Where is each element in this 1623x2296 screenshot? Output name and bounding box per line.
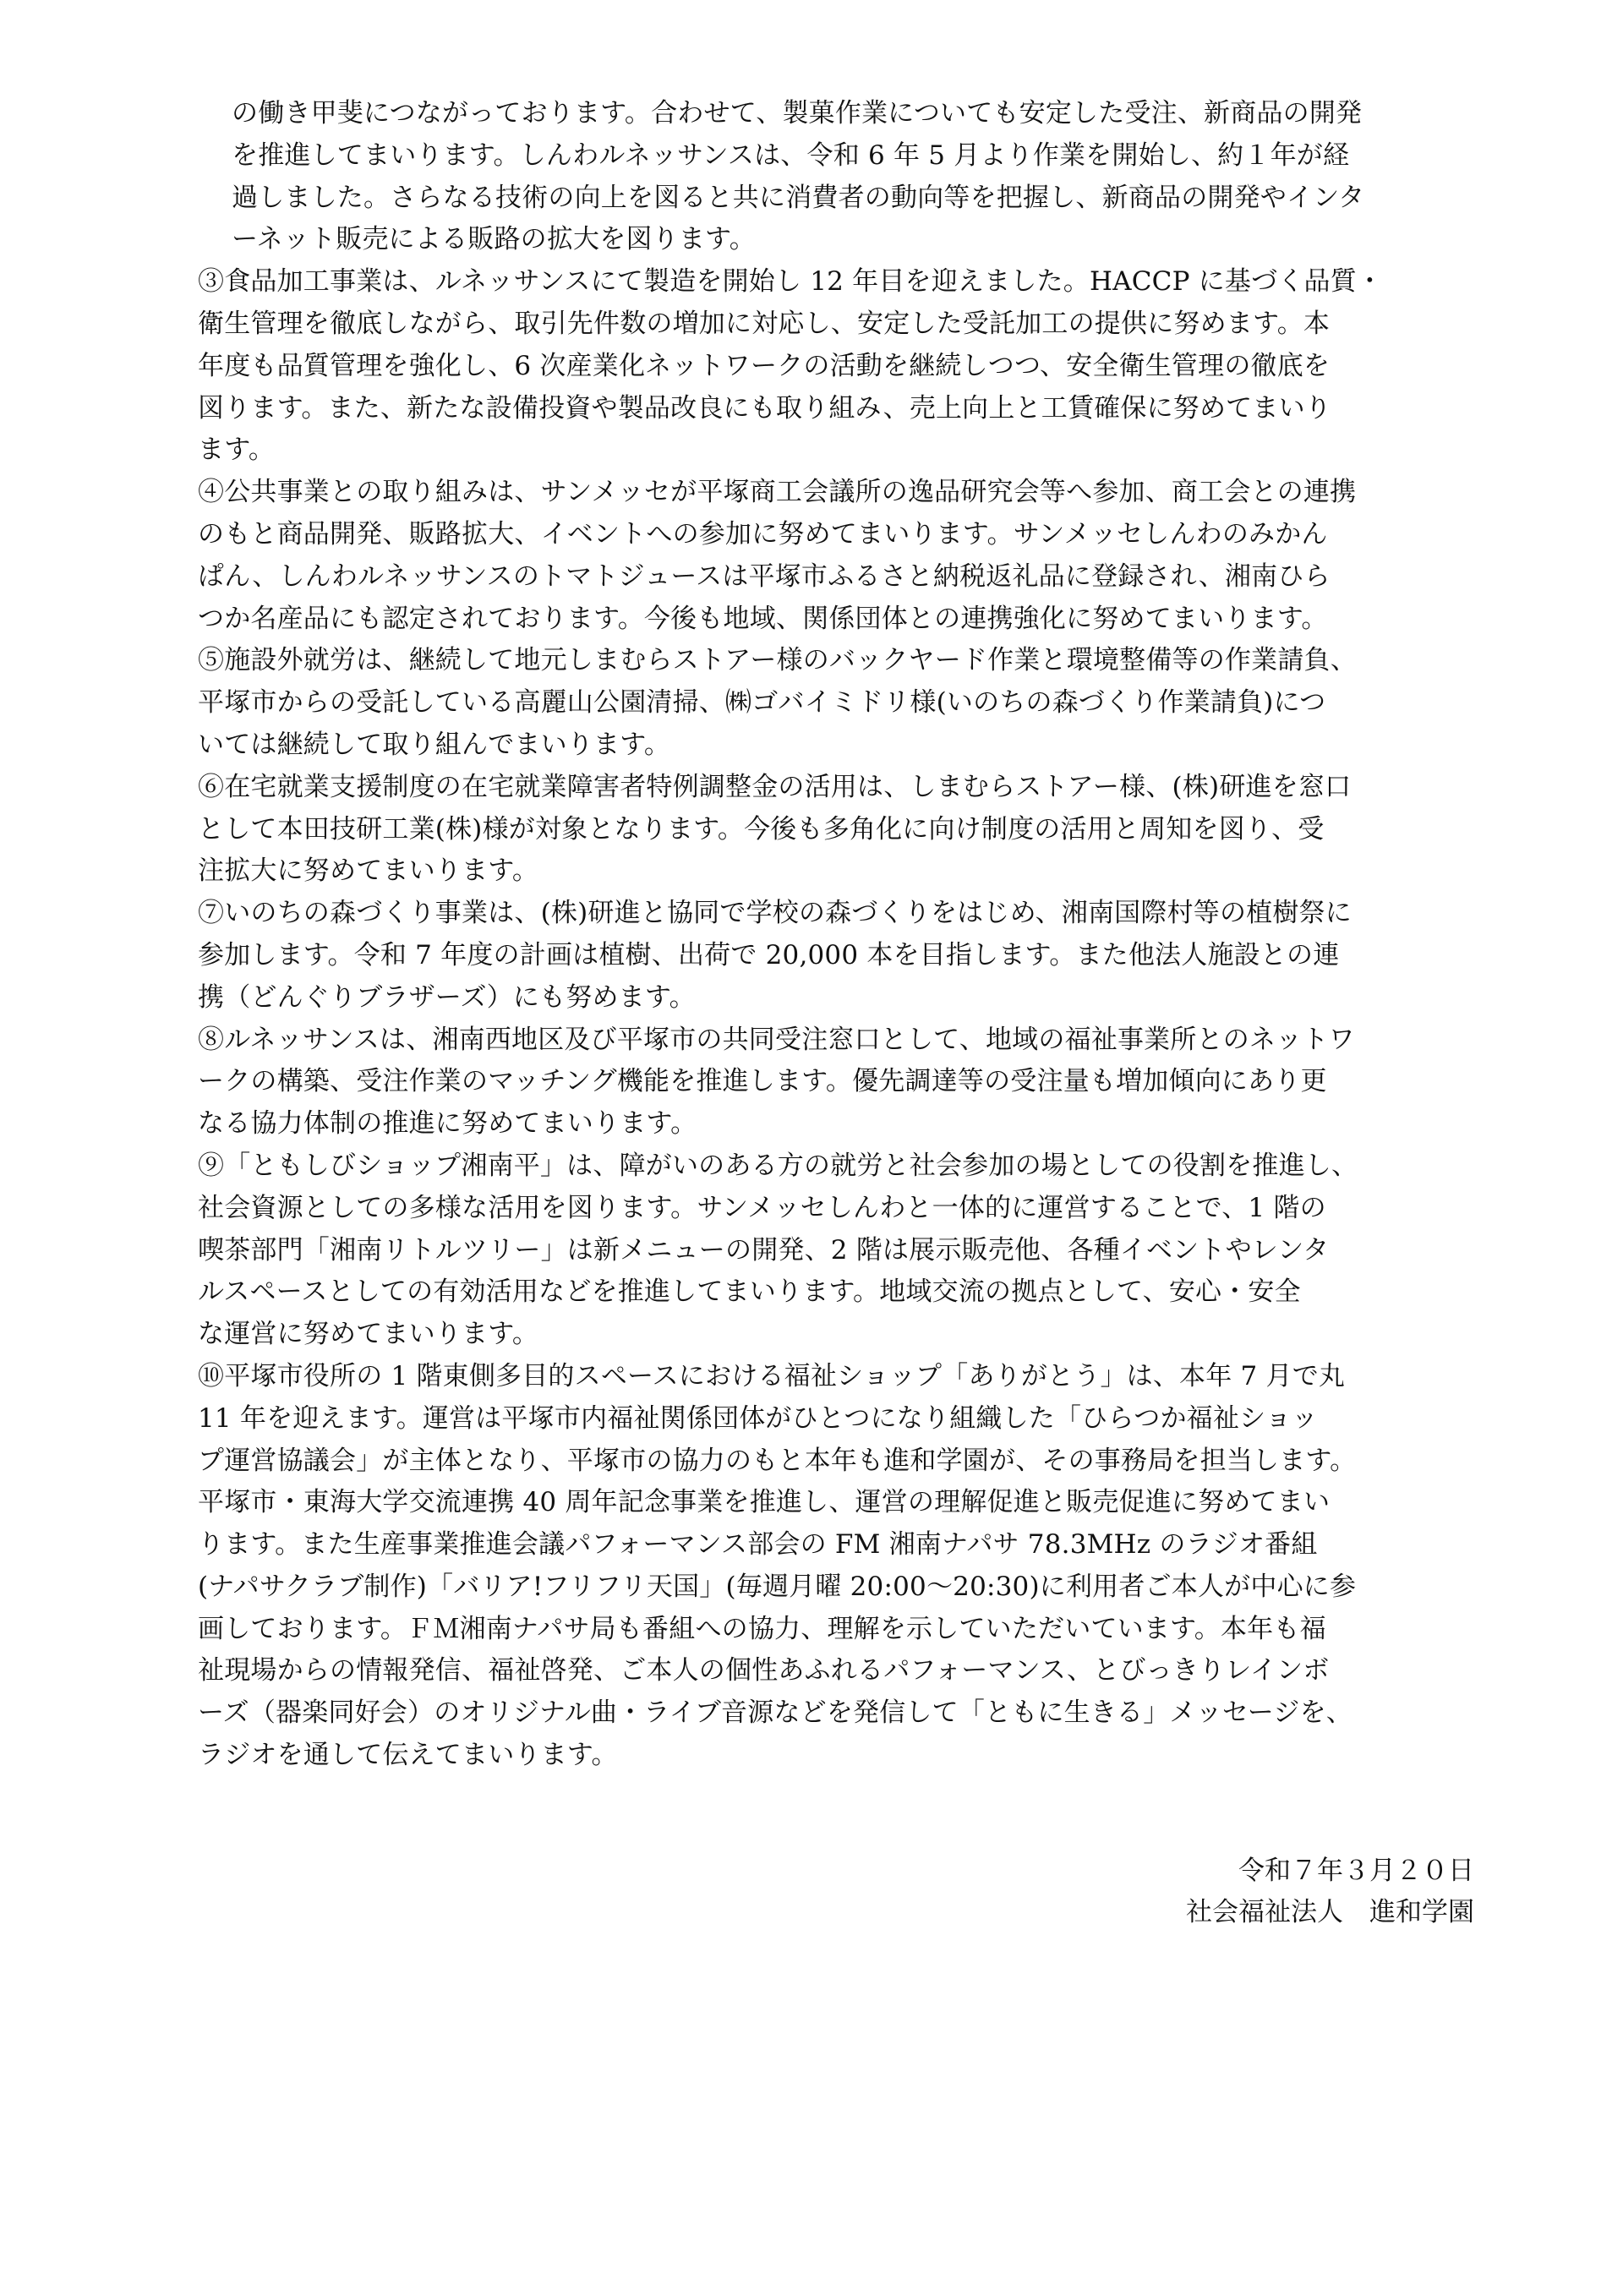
text-line: 11 年を迎えます。運営は平塚市内福祉関係団体がひとつになり組織した「ひらつか福祉ショッ [198, 1402, 1319, 1434]
signature-block [1186, 1850, 1474, 1933]
signature-organization: 社会福祉法人 進和学園 [1186, 1897, 1474, 1927]
text-line: ーネット販売による販路の拡大を図ります。 [232, 224, 756, 255]
document-body [198, 93, 1474, 1777]
text-line: の働き甲斐につながっております。合わせて、製菓作業についても安定した受注、新商品の開発 [232, 98, 1363, 128]
text-line: ります。また生産事業推進会議パフォーマンス部会の FM 湘南ナパサ 78.3MHz のラジオ番組 [198, 1529, 1318, 1561]
text-line: ークの構築、受注作業のマッチング機能を推進します。優先調達等の受注量も増加傾向にあり更 [198, 1066, 1327, 1097]
text-line: 注拡大に努めてまいります。 [198, 856, 539, 887]
text-line: ④公共事業との取り組みは、サンメッセが平塚商工会議所の逸品研究会等へ参加、商工会との連携 [198, 477, 1357, 508]
paragraph-public-projects [198, 472, 1474, 640]
text-line: な運営に努めてまいります。 [198, 1319, 539, 1350]
text-line: 平塚市・東海大学交流連携 40 周年記念事業を推進し、運営の理解促進と販売促進に努めてまい [198, 1487, 1331, 1518]
text-line: ⑦いのちの森づくり事業は、(株)研進と協同で学校の森づくりをはじめ、湘南国際村等の植樹祭に [198, 898, 1352, 929]
text-line: 社会資源としての多様な活用を図ります。サンメッセしんわと一体的に運営することで、1 階の [198, 1192, 1326, 1223]
paragraph-home-work-support [198, 767, 1474, 893]
paragraph-renaissance [198, 1020, 1474, 1145]
paragraph-continuation [198, 93, 1474, 261]
text-line: つか名産品にも認定されております。今後も地域、関係団体との連携強化に努めてまいります。 [198, 603, 1328, 634]
text-line: 年度も品質管理を強化し、6 次産業化ネットワークの活動を継続しつつ、安全衛生管理の徹底を [198, 350, 1331, 381]
text-line: (ナパサクラブ制作)「バリア!フリフリ天国」(毎週月曜 20:00～20:30)に利用者ご本人が中心に参 [198, 1571, 1357, 1602]
paragraph-offsite-work [198, 640, 1474, 766]
text-line: なる協力体制の推進に努めてまいります。 [198, 1108, 697, 1140]
text-line: ③食品加工事業は、ルネッサンスにて製造を開始し 12 年目を迎えました。HACCP に基づく品質・ [198, 266, 1384, 298]
text-line: ます。 [198, 435, 276, 466]
text-line: ぱん、しんわルネッサンスのトマトジュースは平塚市ふるさと納税返礼品に登録され、湘南ひら [198, 560, 1331, 592]
text-line: 祉現場からの情報発信、福祉啓発、ご本人の個性あふれるパフォーマンス、とびっきりレインボ [198, 1655, 1330, 1686]
paragraph-arigatou-shop [198, 1356, 1474, 1777]
paragraph-tomoshibi-shop [198, 1145, 1474, 1356]
text-line: 過しました。さらなる技術の向上を図ると共に消費者の動向等を把握し、新商品の開発やインタ [232, 182, 1365, 213]
paragraph-food-processing [198, 261, 1474, 472]
text-line: 図ります。また、新たな設備投資や製品改良にも取り組み、売上向上と工賃確保に努めてまいり [198, 392, 1331, 424]
signature-date: 令和７年３月２０日 [1238, 1856, 1474, 1886]
text-line: プ運営協議会」が主体となり、平塚市の協力のもと本年も進和学園が、その事務局を担当します。 [198, 1445, 1357, 1476]
text-line: 喫茶部門「湘南リトルツリー」は新メニューの開発、2 階は展示販売他、各種イベントやレンタ [198, 1234, 1330, 1266]
text-line: ⑤施設外就労は、継続して地元しまむらストアー様のバックヤード作業と環境整備等の作業請負、 [198, 645, 1357, 676]
text-line: いては継続して取り組んでまいります。 [198, 729, 671, 760]
text-line: 参加します。令和 7 年度の計画は植樹、出荷で 20,000 本を目指します。また他法人施設との連 [198, 939, 1340, 970]
text-line: ルスペースとしての有効活用などを推進してまいります。地域交流の拠点として、安心・安全 [198, 1276, 1301, 1308]
text-line: 平塚市からの受託している高麗山公園清掃、㈱ゴバイミドリ様(いのちの森づくり作業請負)につ [198, 687, 1326, 719]
text-line: のもと商品開発、販路拡大、イベントへの参加に努めてまいります。サンメッセしんわのみかん [198, 518, 1328, 549]
text-line: ⑨「ともしびショップ湘南平」は、障がいのある方の就労と社会参加の場としての役割を推進し、 [198, 1150, 1358, 1181]
text-line: ⑧ルネッサンスは、湘南西地区及び平塚市の共同受注窓口として、地域の福祉事業所とのネットワ [198, 1024, 1355, 1055]
text-line: 衛生管理を徹底しながら、取引先件数の増加に対応し、安定した受託加工の提供に努めます。本 [198, 308, 1331, 339]
text-line: ラジオを通して伝えてまいります。 [198, 1740, 618, 1771]
text-line: を推進してまいります。しんわルネッサンスは、令和 6 年 5 月より作業を開始し、約１年が経 [232, 139, 1350, 171]
text-line: ーズ（器楽同好会）のオリジナル曲・ライブ音源などを発信して「ともに生きる」メッセージを、 [198, 1697, 1352, 1729]
text-line: ⑩平塚市役所の 1 階東側多目的スペースにおける福祉ショップ「ありがとう」は、本年 7 月で丸 [198, 1360, 1346, 1391]
text-line: 携（どんぐりブラザーズ）にも努めます。 [198, 981, 696, 1013]
text-line: ⑥在宅就業支援制度の在宅就業障害者特例調整金の活用は、しまむらストアー様、(株)研進を窓口 [198, 771, 1352, 802]
text-line: 画しております。ＦＭ湘南ナパサ局も番組への協力、理解を示していただいています。本年も福 [198, 1613, 1326, 1644]
paragraph-forest-project [198, 893, 1474, 1019]
text-line: として本田技研工業(株)様が対象となります。今後も多角化に向け制度の活用と周知を図り、受 [198, 813, 1325, 845]
